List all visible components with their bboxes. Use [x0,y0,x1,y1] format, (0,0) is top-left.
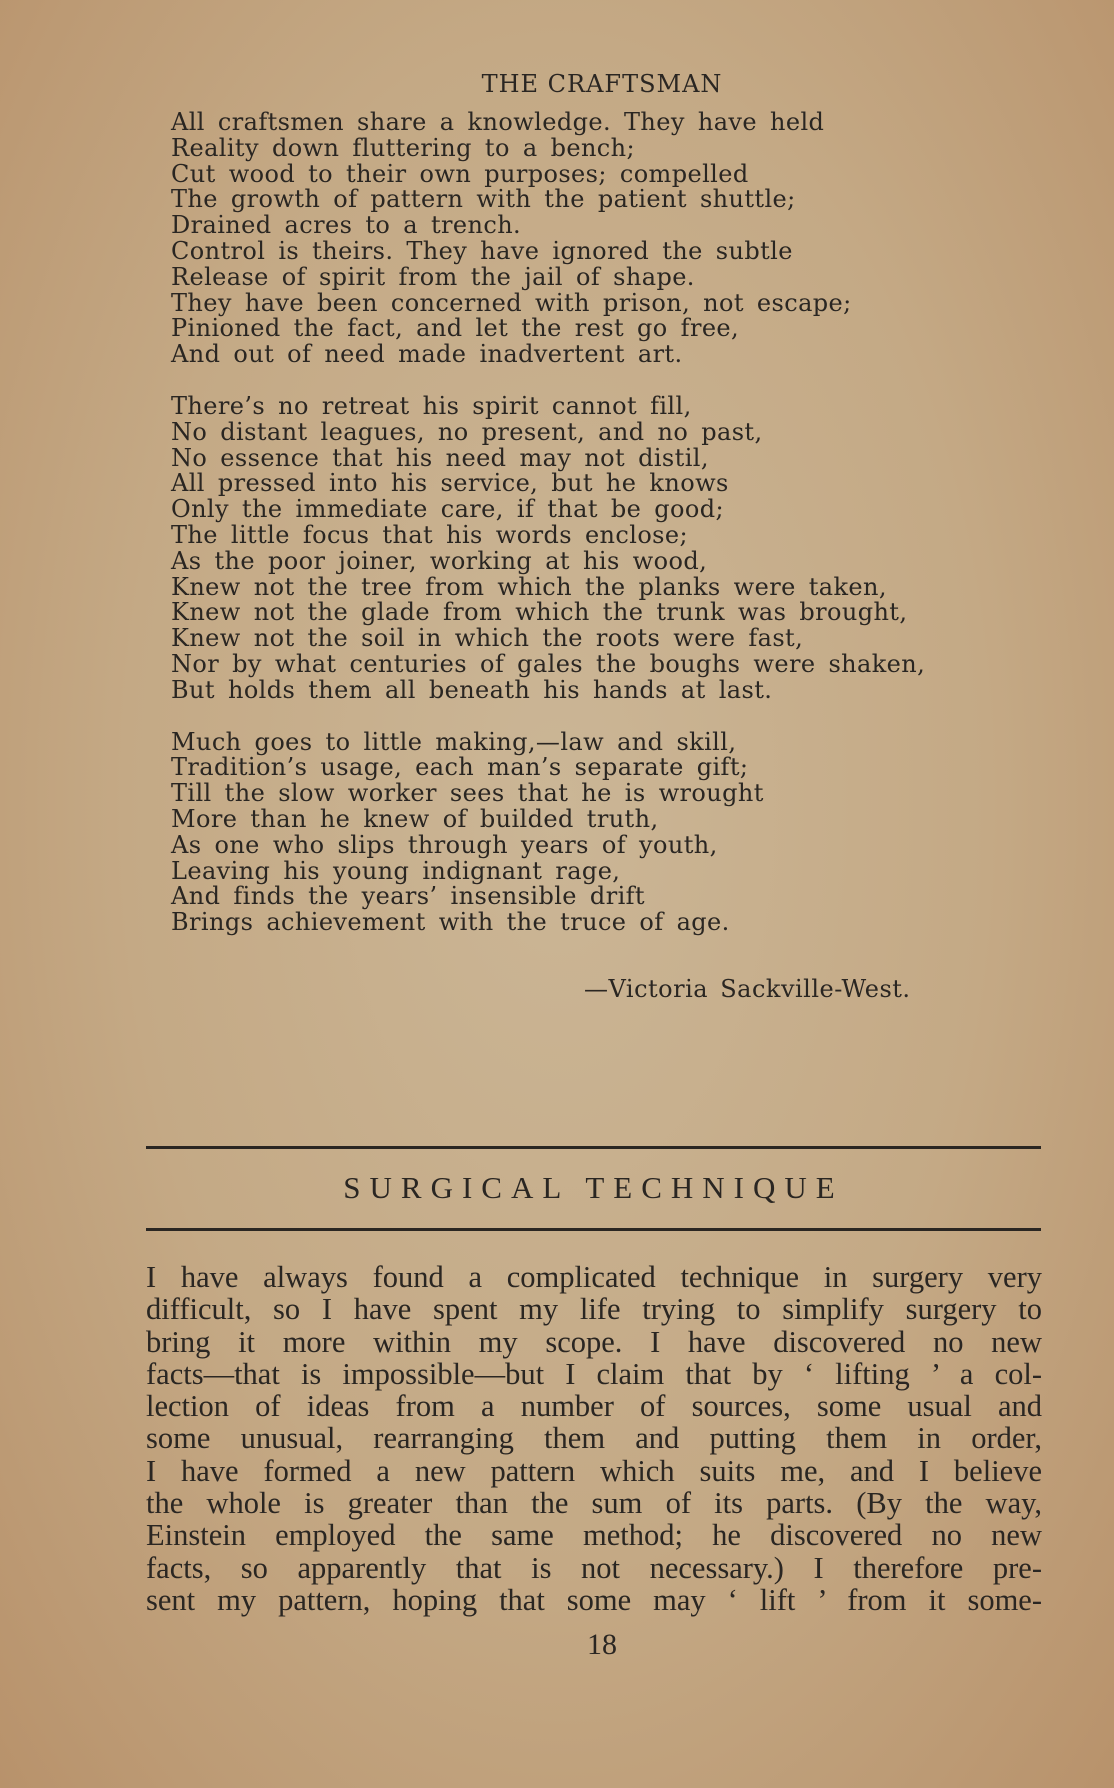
poem-line: Release of spirit from the jail of shape. [171,262,695,291]
poem-line: There’s no retreat his spirit cannot fill, [171,391,692,420]
poem-line: All pressed into his service, but he knows [171,469,729,498]
poem-line: Knew not the glade from which the trunk was brought, [171,598,908,627]
article-line: the whole is greater than the sum of its parts. (By the way, [146,1486,1042,1521]
section-divider-top [146,1146,1041,1149]
article-line: sent my pattern, hoping that some may ‘ lift ’ from it some- [146,1582,1042,1617]
article-title: SURGICAL TECHNIQUE [343,1170,844,1205]
article-line: some unusual, rearranging them and putting them in order, [146,1421,1042,1456]
poem-line: No distant leagues, no present, and no past, [171,417,763,446]
poem-line: All craftsmen share a knowledge. They have held [171,108,825,136]
running-head [0,70,1114,98]
poem-stanza-1 [171,110,951,368]
poem-line: Control is theirs. They have ignored the subtle [171,236,793,265]
poem [171,110,951,962]
poem-line: Drained acres to a trench. [171,211,522,240]
article-line: lection of ideas from a number of sources, some usual and [146,1389,1042,1424]
poem-stanza-3 [171,727,951,937]
poem-line: The growth of pattern with the patient shuttle; [171,185,796,214]
article-line: bring it more within my scope. I have discovered no new [146,1324,1042,1359]
poem-line: The little focus that his words enclose; [171,520,688,549]
poem-line: More than he knew of builded truth, [171,804,659,833]
page-number: 18 [587,1628,617,1661]
poem-line: Brings achievement with the truce of age. [171,908,730,937]
running-head-text: THE CRAFTSMAN [481,70,723,98]
article-line: facts—that is impossible—but I claim that by ‘ lifting ’ a col- [146,1356,1042,1391]
poem-line: They have been concerned with prison, not escape; [171,288,852,317]
poem-line: Cut wood to their own purposes; compelled [171,159,749,188]
poem-line: But holds them all beneath his hands at last. [171,675,773,704]
article-line: I have formed a new pattern which suits me, and I believe [146,1453,1042,1488]
poem-line: Only the immediate care, if that be good; [171,495,725,524]
poem-line: Reality down fluttering to a bench; [171,133,635,162]
article-line: facts, so apparently that is not necessary.) I therefore pre- [146,1550,1042,1585]
article-line: difficult, so I have spent my life trying to simplify surgery to [146,1292,1042,1327]
poem-stanza-2 [171,391,951,704]
poem-line: Knew not the tree from which the planks were taken, [171,572,887,601]
poem-line: Much goes to little making,—law and skill, [171,727,737,756]
poem-line: Knew not the soil in which the roots were fast, [171,624,804,653]
article-line: Einstein employed the same method; he discovered no new [146,1518,1042,1553]
poem-line: And finds the years’ insensible drift [171,882,645,911]
article-line: I have always found a complicated technique in surgery very [146,1260,1042,1294]
poem-line: And out of need made inadvertent art. [171,340,683,369]
poem-line: Nor by what centuries of gales the boughs were shaken, [171,649,926,678]
section-divider-bottom [146,1228,1041,1231]
poem-attribution: —Victoria Sackville-West. [584,975,911,1003]
poem-line: Tradition’s usage, each man’s separate gift; [171,753,749,782]
article-body [146,1261,1042,1616]
poem-line: Leaving his young indignant rage, [171,856,621,885]
poem-line: As the poor joiner, working at his wood, [171,546,708,575]
poem-line: Till the slow worker sees that he is wrought [171,779,764,808]
poem-line: No essence that his need may not distil, [171,443,709,472]
poem-line: As one who slips through years of youth, [171,830,718,859]
poem-line: Pinioned the fact, and let the rest go free, [171,314,740,343]
